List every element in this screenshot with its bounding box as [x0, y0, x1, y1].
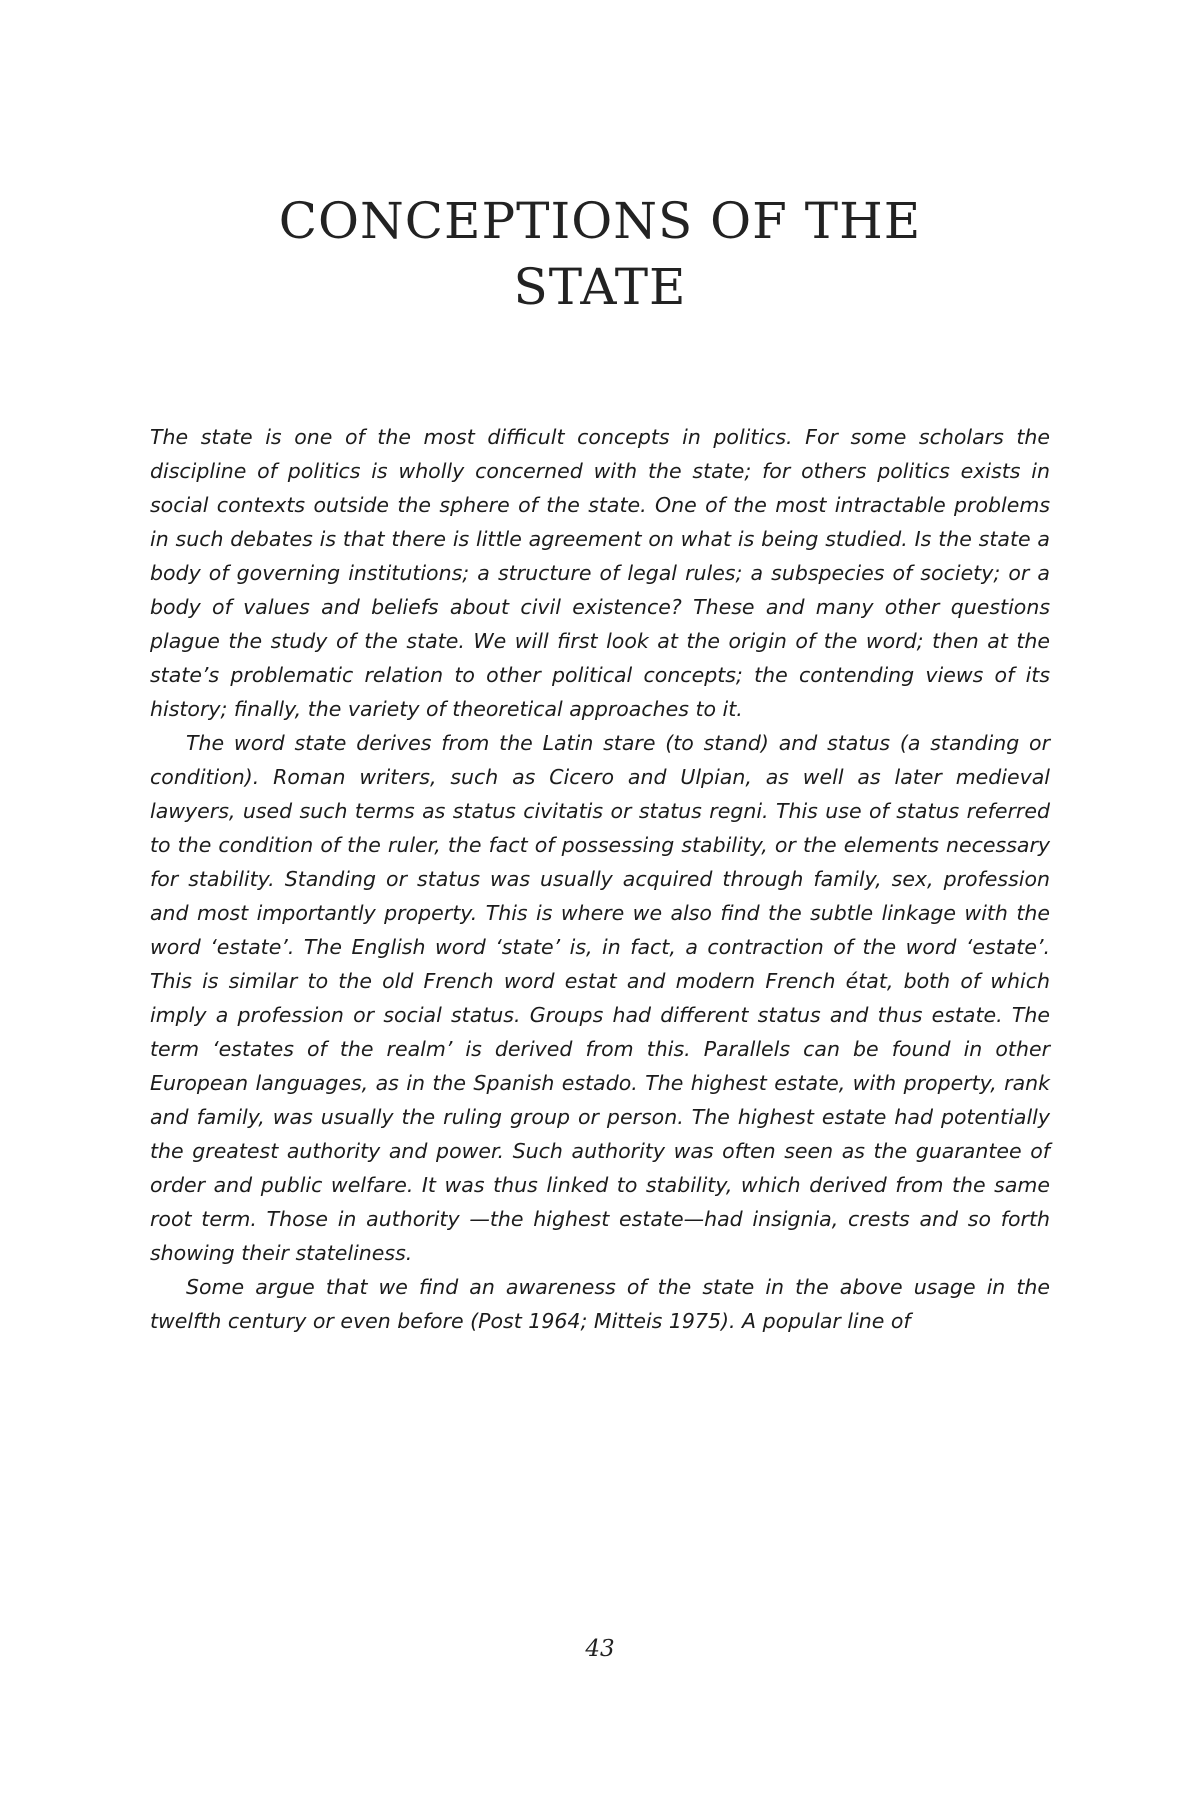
chapter-title-line-1: CONCEPTIONS OF THE [278, 192, 922, 250]
paragraph-3: Some argue that we find an awareness of the state in the above usage in the twelfth century or even before (Post 1964; Mitteis 1975). A popular line of [150, 1275, 1050, 1333]
body-text [150, 420, 1050, 1338]
page-number: 43 [585, 1636, 615, 1662]
paragraph-1: The state is one of the most difficult concepts in politics. For some scholars the discipline of politics is wholly concerned with the state; for others politics exists in social contexts outside the sphere of the state. One of the most intractable problems in such debates is that there is little agreement on what is being studied. Is the state a body of governing institutions; a structure of legal rules; a subspecies of society; or a body of values and beliefs about civil existence? These and many other questions plague the study of the state. We will first look at the origin of the word; then at the state’s problematic relation to other political concepts; the contending views of its history; finally, the variety of theoretical approaches to it. [150, 425, 1050, 721]
chapter-title-line-2: STATE [513, 258, 687, 316]
chapter-title [150, 188, 1050, 320]
paragraph-2: The word state derives from the Latin stare (to stand) and status (a standing or condition). Roman writers, such as Cicero and Ulpian, as well as later medieval lawyers, used such terms as status civitatis or status regni. This use of status referred to the condition of the ruler, the fact of possessing stability, or the elements necessary for stability. Standing or status was usually acquired through family, sex, profession and most importantly property. This is where we also find the subtle linkage with the word ‘estate’. The English word ‘state’ is, in fact, a contraction of the word ‘estate’. This is similar to the old French word estat and modern French état, both of which imply a profession or social status. Groups had different status and thus estate. The term ‘estates of the realm’ is derived from this. Parallels can be found in other European languages, as in the Spanish estado. The highest estate, with property, rank and family, was usually the ruling group or person. The highest estate had potentially the greatest authority and power. Such authority was often seen as the guarantee of order and public welfare. It was thus linked to stability, which derived from the same root term. Those in authority —the highest estate—had insignia, crests and so forth showing their stateliness. [150, 731, 1050, 1265]
